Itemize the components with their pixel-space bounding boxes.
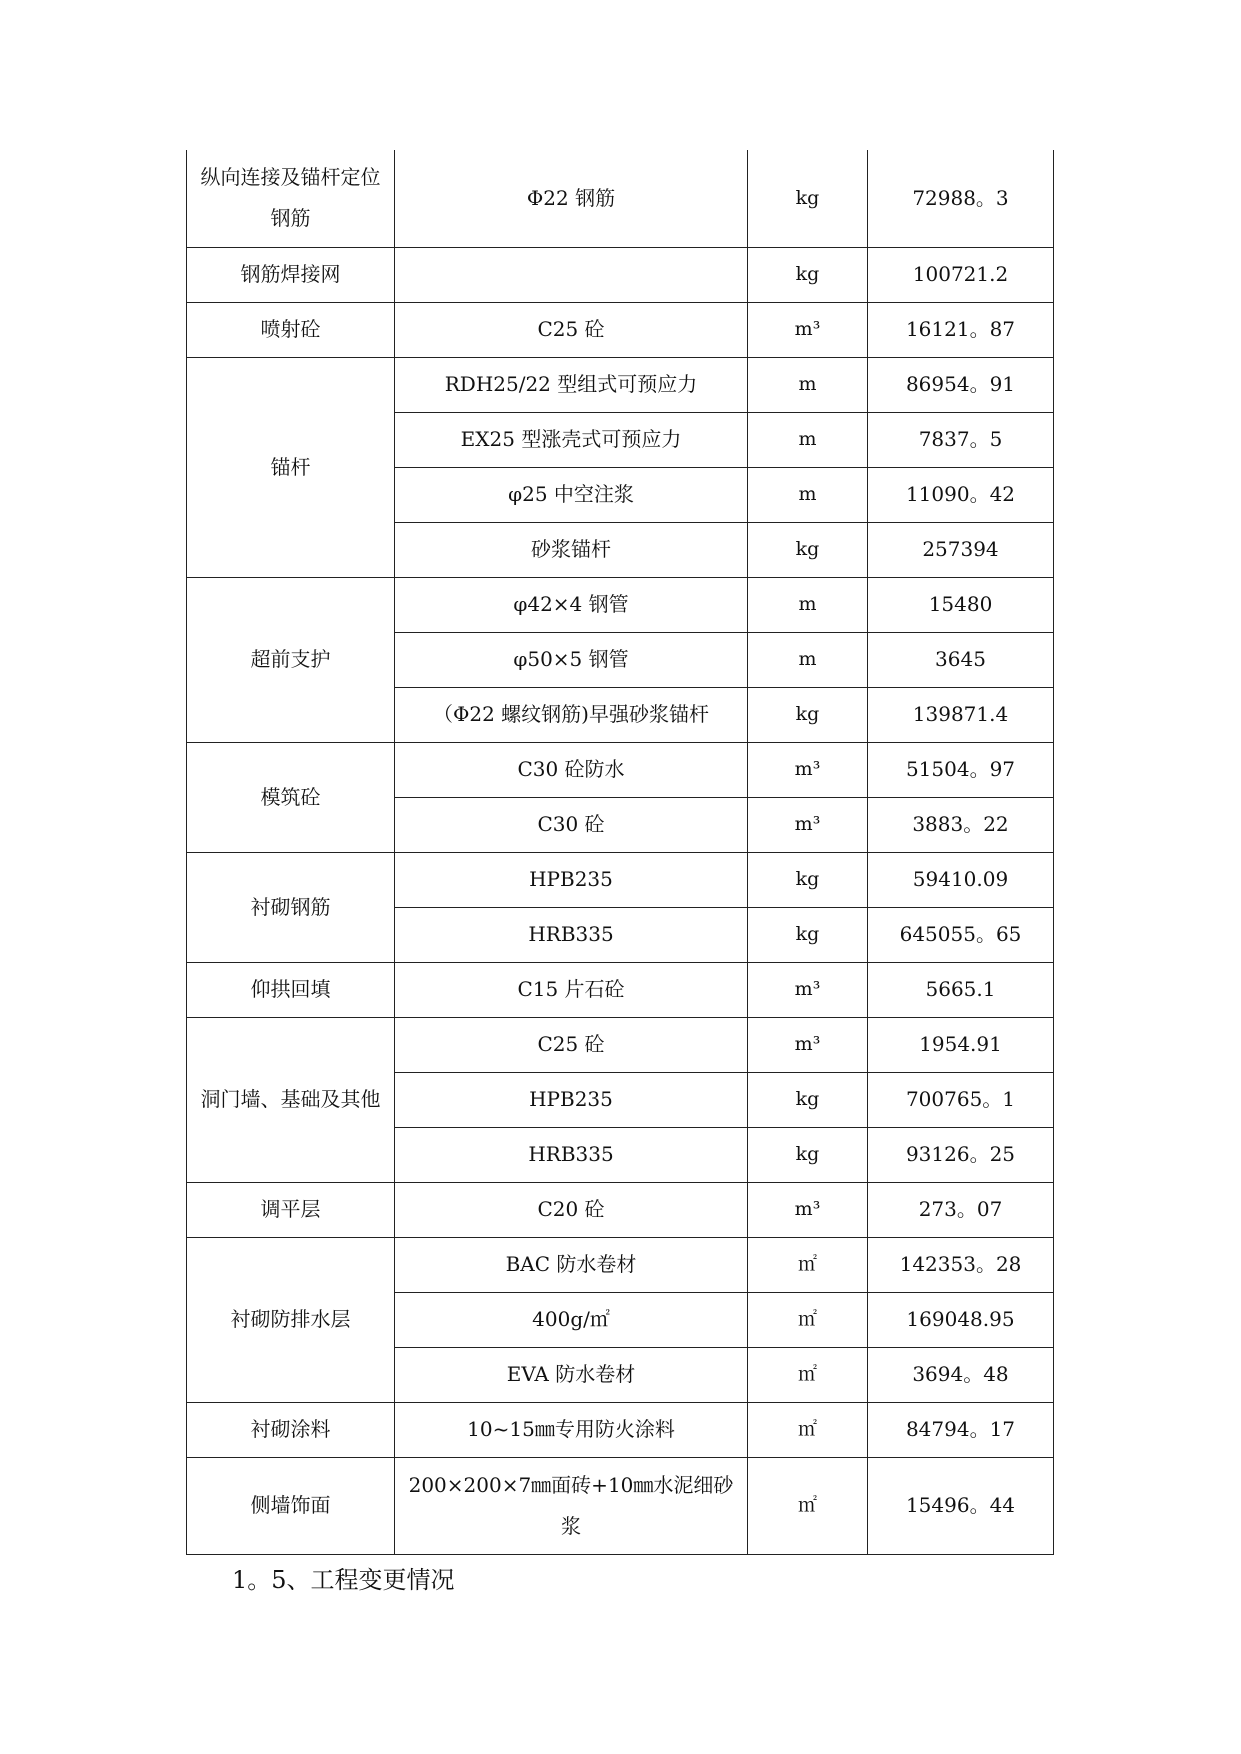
item-cell: 洞门墙、基础及其他 [187, 1017, 395, 1182]
spec-cell: C30 砼 [395, 797, 748, 852]
unit-cell: ㎡ [748, 1402, 868, 1457]
quantity-cell: 7837。5 [868, 412, 1054, 467]
quantity-cell: 3645 [868, 632, 1054, 687]
unit-cell: kg [748, 1127, 868, 1182]
item-cell: 锚杆 [187, 357, 395, 577]
unit-cell: m [748, 412, 868, 467]
unit-cell: m³ [748, 797, 868, 852]
unit-cell: m³ [748, 742, 868, 797]
spec-cell: BAC 防水卷材 [395, 1237, 748, 1292]
unit-cell: m³ [748, 1017, 868, 1072]
unit-cell: m [748, 467, 868, 522]
spec-cell: HRB335 [395, 907, 748, 962]
quantity-cell: 273。07 [868, 1182, 1054, 1237]
unit-cell: m [748, 357, 868, 412]
spec-cell: 200×200×7㎜面砖+10㎜水泥细砂浆 [395, 1457, 748, 1554]
unit-cell: kg [748, 247, 868, 302]
item-cell: 衬砌涂料 [187, 1402, 395, 1457]
spec-cell: C15 片石砼 [395, 962, 748, 1017]
table-row [187, 1017, 1054, 1072]
quantity-cell: 645055。65 [868, 907, 1054, 962]
item-cell: 钢筋焊接网 [187, 247, 395, 302]
spec-cell: 砂浆锚杆 [395, 522, 748, 577]
spec-cell: EX25 型涨壳式可预应力 [395, 412, 748, 467]
item-cell: 喷射砼 [187, 302, 395, 357]
spec-cell: C25 砼 [395, 302, 748, 357]
spec-cell: EVA 防水卷材 [395, 1347, 748, 1402]
quantity-cell: 72988。3 [868, 150, 1054, 247]
unit-cell: kg [748, 852, 868, 907]
spec-cell: HPB235 [395, 1072, 748, 1127]
spec-cell: 10~15㎜专用防火涂料 [395, 1402, 748, 1457]
unit-cell: kg [748, 150, 868, 247]
unit-cell: m³ [748, 1182, 868, 1237]
unit-cell: m [748, 577, 868, 632]
quantity-cell: 84794。17 [868, 1402, 1054, 1457]
spec-cell [395, 247, 748, 302]
unit-cell: ㎡ [748, 1457, 868, 1554]
quantity-cell: 15496。44 [868, 1457, 1054, 1554]
quantity-table [186, 150, 1054, 1555]
table-row [187, 302, 1054, 357]
table-row [187, 577, 1054, 632]
quantity-cell: 11090。42 [868, 467, 1054, 522]
spec-cell: C25 砼 [395, 1017, 748, 1072]
quantity-cell: 139871.4 [868, 687, 1054, 742]
item-cell: 仰拱回填 [187, 962, 395, 1017]
quantity-cell: 51504。97 [868, 742, 1054, 797]
spec-cell: φ42×4 钢管 [395, 577, 748, 632]
quantity-cell: 1954.91 [868, 1017, 1054, 1072]
quantity-cell: 169048.95 [868, 1292, 1054, 1347]
spec-cell: （Φ22 螺纹钢筋)早强砂浆锚杆 [395, 687, 748, 742]
quantity-cell: 16121。87 [868, 302, 1054, 357]
spec-cell: Φ22 钢筋 [395, 150, 748, 247]
quantity-cell: 100721.2 [868, 247, 1054, 302]
quantity-cell: 15480 [868, 577, 1054, 632]
quantity-cell: 257394 [868, 522, 1054, 577]
table-row [187, 357, 1054, 412]
unit-cell: m³ [748, 962, 868, 1017]
item-cell: 纵向连接及锚杆定位钢筋 [187, 150, 395, 247]
quantity-cell: 86954。91 [868, 357, 1054, 412]
unit-cell: ㎡ [748, 1237, 868, 1292]
section-heading: 1。5、工程变更情况 [232, 1566, 455, 1594]
table-row [187, 852, 1054, 907]
spec-cell: C30 砼防水 [395, 742, 748, 797]
spec-cell: HRB335 [395, 1127, 748, 1182]
unit-cell: kg [748, 522, 868, 577]
table-row [187, 150, 1054, 247]
quantity-cell: 700765。1 [868, 1072, 1054, 1127]
quantity-cell: 3883。22 [868, 797, 1054, 852]
item-cell: 调平层 [187, 1182, 395, 1237]
table-row [187, 1457, 1054, 1554]
spec-cell: φ50×5 钢管 [395, 632, 748, 687]
unit-cell: ㎡ [748, 1292, 868, 1347]
item-cell: 侧墙饰面 [187, 1457, 395, 1554]
table-row [187, 962, 1054, 1017]
item-cell: 超前支护 [187, 577, 395, 742]
quantity-cell: 3694。48 [868, 1347, 1054, 1402]
item-cell: 衬砌钢筋 [187, 852, 395, 962]
quantity-cell: 93126。25 [868, 1127, 1054, 1182]
quantity-cell: 59410.09 [868, 852, 1054, 907]
spec-cell: 400g/㎡ [395, 1292, 748, 1347]
unit-cell: m³ [748, 302, 868, 357]
quantity-cell: 142353。28 [868, 1237, 1054, 1292]
spec-cell: φ25 中空注浆 [395, 467, 748, 522]
item-cell: 衬砌防排水层 [187, 1237, 395, 1402]
spec-cell: HPB235 [395, 852, 748, 907]
table-row [187, 742, 1054, 797]
item-cell: 模筑砼 [187, 742, 395, 852]
unit-cell: kg [748, 687, 868, 742]
spec-cell: C20 砼 [395, 1182, 748, 1237]
unit-cell: m [748, 632, 868, 687]
quantity-cell: 5665.1 [868, 962, 1054, 1017]
unit-cell: kg [748, 907, 868, 962]
unit-cell: kg [748, 1072, 868, 1127]
table-row [187, 1182, 1054, 1237]
unit-cell: ㎡ [748, 1347, 868, 1402]
table-row [187, 247, 1054, 302]
table-row [187, 1402, 1054, 1457]
spec-cell: RDH25/22 型组式可预应力 [395, 357, 748, 412]
table-row [187, 1237, 1054, 1292]
